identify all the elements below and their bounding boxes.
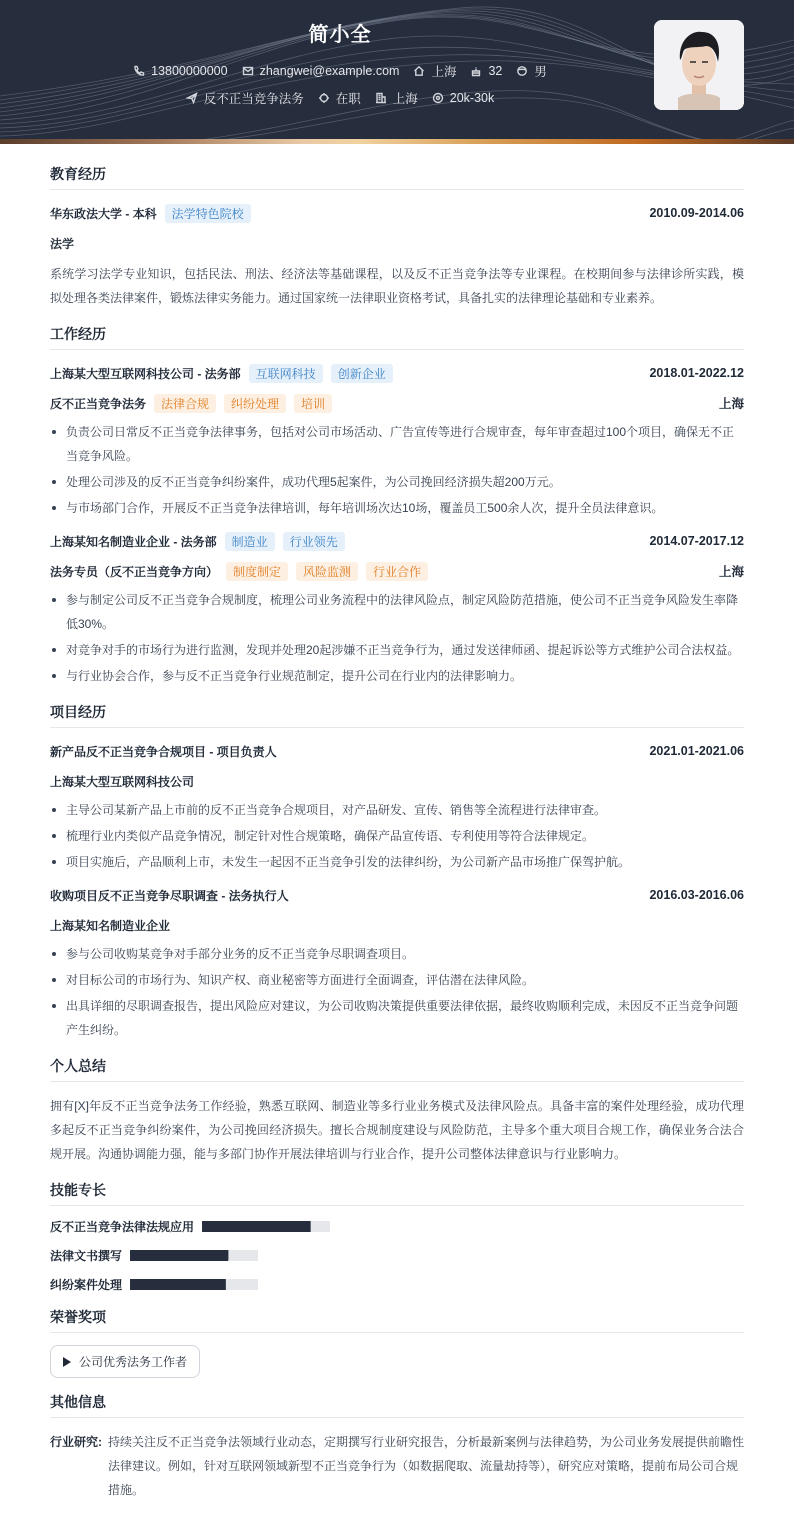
employment-status-item	[318, 89, 361, 107]
bullet-item: 主导公司某新产品上市前的反不正当竞争合规项目，对产品研发、宣传、销售等全流程进行法律审查。	[50, 798, 744, 822]
gender-item	[516, 62, 547, 80]
major-name: 法学	[50, 236, 75, 251]
phone-item	[133, 64, 227, 78]
award-name: 公司优秀法务工作者	[79, 1355, 188, 1369]
employment-status-text: 在职	[335, 92, 361, 106]
skill-item	[50, 1276, 403, 1293]
resume-body	[0, 144, 794, 1536]
projects-section	[50, 702, 744, 1042]
role-tag: 纠纷处理	[224, 394, 286, 413]
education-description: 系统学习法学专业知识，包括民法、刑法、经济法等基础课程，以及反不正当竞争法等专业课程。在校期间参与法律诊所实践，模拟处理各类法律案件，锻炼法律实务能力。通过国家统一法律职业资格考试，具备扎实的法律理论基础和专业素养。	[50, 267, 744, 305]
summary-section	[50, 1056, 744, 1166]
award-item[interactable]	[50, 1345, 200, 1378]
building-icon	[375, 92, 387, 104]
education-entry	[50, 202, 744, 310]
awards-section	[50, 1307, 744, 1378]
header-accent-stripe	[0, 139, 794, 144]
bullet-item: 对竞争对手的市场行为进行监测，发现并处理20起涉嫌不正当竞争行为，通过发送律师函、提起诉讼等方式维护公司合法权益。	[50, 638, 744, 662]
bullet-item: 出具详细的尽职调查报告，提出风险应对建议，为公司收购决策提供重要法律依据，最终收购顺利完成，未因反不正当竞争问题产生纠纷。	[50, 994, 744, 1042]
work-bullets	[50, 588, 744, 688]
skills-list	[50, 1218, 744, 1293]
company-name: 上海某知名制造业企业 - 法务部	[50, 534, 217, 549]
candidate-name: 简小全	[308, 24, 372, 46]
phone-text: 13800000000	[151, 64, 228, 78]
summary-text: 拥有[X]年反不正当竞争法务工作经验，熟悉互联网、制造业等多行业业务模式及法律风险点。具备丰富的案件处理经验，成功代理多起反不正当竞争纠纷案件，为公司挽回经济损失。擅长合规制度建设与风险防范，主导多个重大项目合规工作，确保业务合法合规开展。沟通协调能力强，能与多部门协作开展法律培训与行业合作，提升公司整体法律意识与行业影响力。	[50, 1099, 744, 1161]
bullet-item: 项目实施后，产品顺利上市，未发生一起因不正当竞争引发的法律纠纷，为公司新产品市场推广保驾护航。	[50, 850, 744, 874]
other-info-row	[50, 1430, 744, 1502]
other-section	[50, 1392, 744, 1502]
project-date: 2016.03-2016.06	[649, 888, 744, 902]
company-tag: 互联网科技	[249, 364, 323, 383]
status-icon	[318, 92, 330, 104]
project-bullets	[50, 942, 744, 1042]
skill-name: 纠纷案件处理	[50, 1278, 123, 1292]
company-tag: 创新企业	[331, 364, 393, 383]
target-position-item	[186, 89, 304, 107]
work-company-row	[50, 530, 744, 552]
section-title-awards: 荣誉奖项	[50, 1307, 744, 1333]
project-header-row	[50, 884, 744, 906]
bullet-item: 与行业协会合作，参与反不正当竞争行业规范制定，提升公司在行业内的法律影响力。	[50, 664, 744, 688]
work-location: 上海	[718, 565, 744, 579]
project-date: 2021.01-2021.06	[649, 744, 744, 758]
bullet-item: 梳理行业内类似产品竞争情况，制定针对性合规策略，确保产品宣传语、专利使用等符合法律规定。	[50, 824, 744, 848]
skill-item	[50, 1218, 403, 1235]
salary-item	[432, 91, 494, 105]
home-icon	[413, 65, 425, 77]
major-row	[50, 232, 744, 254]
resume-header	[0, 0, 794, 144]
age-text: 32	[488, 64, 503, 78]
email-text: zhangwei@example.com	[259, 64, 400, 78]
other-info-text: 持续关注反不正当竞争法领域行业动态，定期撰写行业研究报告，分析最新案例与法律趋势，为公司业务发展提供前瞻性法律建议。例如，针对互联网领域新型不正当竞争行为（如数据爬取、流量劫持等），研究应对策略，提前布局公司合规措施。	[108, 1435, 745, 1497]
section-title-work: 工作经历	[50, 324, 744, 350]
email-item	[242, 64, 400, 78]
role-name: 法务专员（反不正当竞争方向）	[50, 564, 219, 579]
cake-icon	[470, 65, 482, 77]
bullet-item: 负责公司日常反不正当竞争法律事务，包括对公司市场活动、广告宣传等进行合规审查，每年审查超过100个项目，确保无不正当竞争风险。	[50, 420, 744, 468]
section-title-summary: 个人总结	[50, 1056, 744, 1082]
role-name: 反不正当竞争法务	[50, 396, 147, 411]
target-position-text: 反不正当竞争法务	[203, 92, 304, 106]
role-tag: 风险监测	[296, 562, 358, 581]
profile-photo	[654, 20, 744, 110]
project-company-row	[50, 914, 744, 936]
work-bullets	[50, 420, 744, 520]
company-name: 上海某大型互联网科技公司 - 法务部	[50, 366, 241, 381]
project-company-row	[50, 770, 744, 792]
salary-text: 20k-30k	[449, 91, 495, 105]
bullet-item: 参与制定公司反不正当竞争合规制度，梳理公司业务流程中的法律风险点，制定风险防范措施，使公司不正当竞争风险发生率降低30%。	[50, 588, 744, 636]
bullet-item: 与市场部门合作，开展反不正当竞争法律培训，每年培训场次达10场，覆盖员工500余人次，提升全员法律意识。	[50, 496, 744, 520]
work-entry	[50, 530, 744, 688]
role-tag: 制度制定	[226, 562, 288, 581]
skill-name: 反不正当竞争法律法规应用	[50, 1220, 195, 1234]
skill-bar	[202, 1221, 330, 1232]
phone-icon	[133, 65, 145, 77]
skill-bar-fill	[130, 1279, 226, 1290]
location-item	[413, 62, 456, 80]
project-entry	[50, 884, 744, 1042]
work-role-row	[50, 560, 744, 582]
skill-bar	[130, 1250, 258, 1261]
caret-right-icon	[63, 1357, 71, 1367]
send-icon	[186, 92, 198, 104]
target-city-item	[375, 89, 418, 107]
section-title-projects: 项目经历	[50, 702, 744, 728]
project-entry	[50, 740, 744, 874]
age-item	[470, 64, 502, 78]
skill-bar-fill	[130, 1250, 228, 1261]
skill-name: 法律文书撰写	[50, 1249, 123, 1263]
avatar-portrait	[654, 20, 744, 110]
role-tag: 培训	[294, 394, 332, 413]
job-info-row	[0, 89, 680, 107]
gender-icon	[516, 65, 528, 77]
company-tag: 行业领先	[283, 532, 345, 551]
skill-item	[50, 1247, 403, 1264]
work-date: 2018.01-2022.12	[649, 366, 744, 380]
work-company-row	[50, 362, 744, 384]
work-role-row	[50, 392, 744, 414]
contact-info-row	[0, 62, 680, 80]
role-tag: 行业合作	[366, 562, 428, 581]
project-company: 上海某知名制造业企业	[50, 918, 171, 933]
location-text: 上海	[431, 65, 457, 79]
project-name: 收购项目反不正当竞争尽职调查 - 法务执行人	[50, 888, 289, 903]
target-city-text: 上海	[392, 92, 418, 106]
skill-bar-fill	[202, 1221, 311, 1232]
other-info-label: 行业研究:	[50, 1435, 102, 1449]
education-section	[50, 164, 744, 310]
salary-icon	[432, 92, 444, 104]
project-company: 上海某大型互联网科技公司	[50, 774, 195, 789]
company-tag: 制造业	[225, 532, 275, 551]
school-tag: 法学特色院校	[165, 204, 251, 223]
work-entry	[50, 362, 744, 520]
skill-bar	[130, 1279, 258, 1290]
bullet-item: 处理公司涉及的反不正当竞争纠纷案件，成功代理5起案件，为公司挽回经济损失超200万元。	[50, 470, 744, 494]
gender-text: 男	[534, 65, 547, 79]
project-bullets	[50, 798, 744, 874]
work-date: 2014.07-2017.12	[649, 534, 744, 548]
school-name: 华东政法大学 - 本科	[50, 206, 157, 221]
mail-icon	[242, 65, 254, 77]
section-title-other: 其他信息	[50, 1392, 744, 1418]
project-name: 新产品反不正当竞争合规项目 - 项目负责人	[50, 744, 277, 759]
education-date: 2010.09-2014.06	[649, 206, 744, 220]
bullet-item: 参与公司收购某竞争对手部分业务的反不正当竞争尽职调查项目。	[50, 942, 744, 966]
section-title-skills: 技能专长	[50, 1180, 744, 1206]
bullet-item: 对目标公司的市场行为、知识产权、商业秘密等方面进行全面调查，评估潜在法律风险。	[50, 968, 744, 992]
project-header-row	[50, 740, 744, 762]
work-section	[50, 324, 744, 688]
education-header-row	[50, 202, 744, 224]
section-title-education: 教育经历	[50, 164, 744, 190]
work-location: 上海	[718, 397, 744, 411]
role-tag: 法律合规	[154, 394, 216, 413]
skills-section	[50, 1180, 744, 1293]
